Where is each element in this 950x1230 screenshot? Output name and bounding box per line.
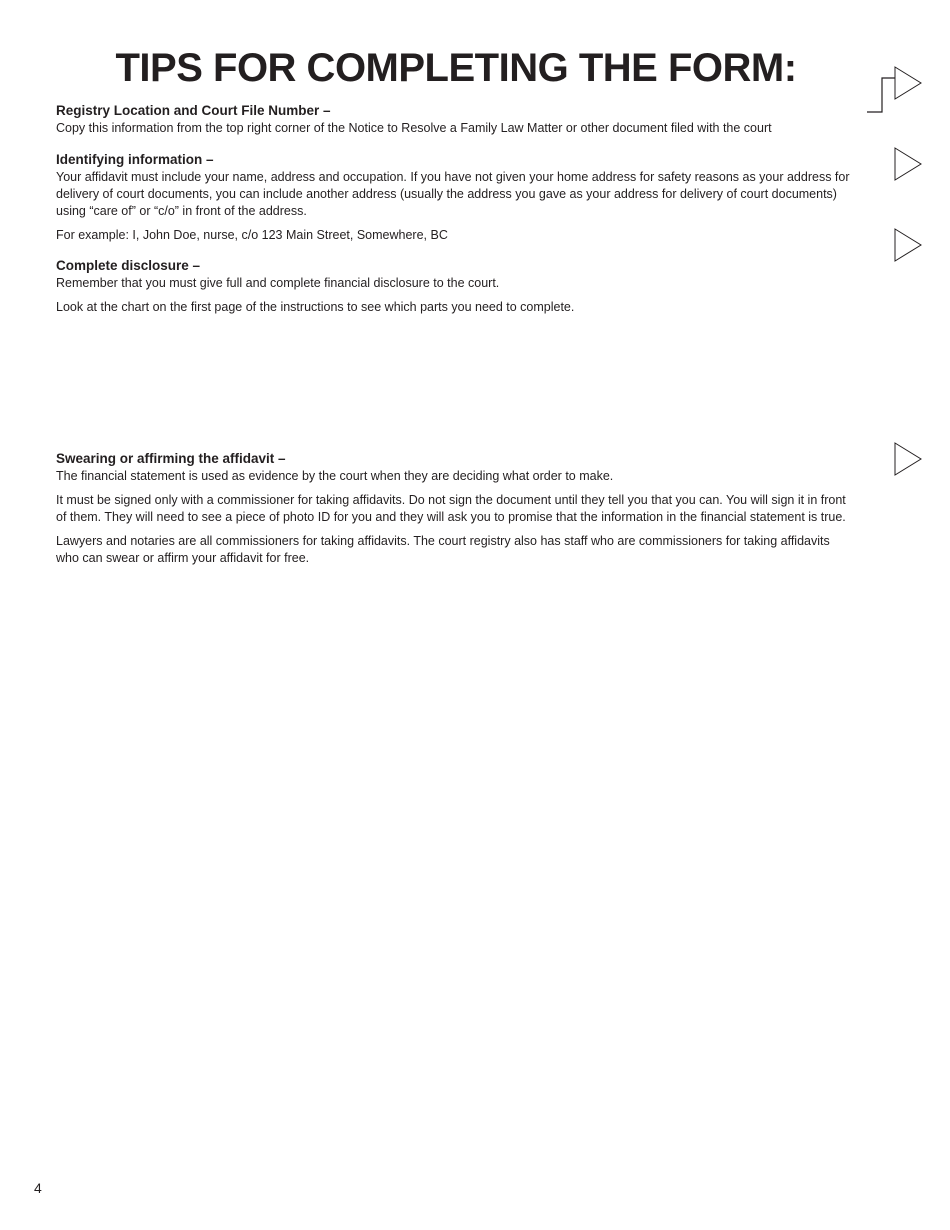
- section-heading: Identifying information –: [56, 152, 214, 167]
- page-title: TIPS FOR COMPLETING THE FORM:: [115, 46, 797, 90]
- margin-markers: [0, 0, 950, 500]
- section-paragraph: Remember that you must give full and complete financial disclosure to the court.: [56, 276, 500, 290]
- triangle-arrow-icon: [895, 443, 921, 475]
- section-heading: Registry Location and Court File Number –: [56, 103, 331, 118]
- triangle-arrow-icon: [895, 148, 921, 180]
- bracket-line-icon: [867, 78, 895, 112]
- section-paragraph: For example: I, John Doe, nurse, c/o 123 Main Street, Somewhere, BC: [56, 228, 448, 242]
- section-paragraph: It must be signed only with a commissioner for taking affidavits. Do not sign the document until they tell you that you can. You will sign it in front of them. They will need to see a piece of photo ID for you and they will ask you to promise that the information in the financial statement is true.: [56, 493, 846, 524]
- section-heading: Complete disclosure –: [56, 258, 201, 273]
- triangle-arrow-icon: [895, 229, 921, 261]
- section-paragraph: Your affidavit must include your name, address and occupation. If you have not given your home address for safety reasons as your address for delivery of court documents, you can include another address (usually the address you gave as your address for delivery of court documents) using “care of” or “c/o” in front of the address.: [56, 170, 850, 218]
- section-paragraph: Lawyers and notaries are all commissioners for taking affidavits. The court registry also has staff who are commissioners for taking affidavits who can swear or affirm your affidavit for free.: [56, 534, 830, 565]
- section-heading: Swearing or affirming the affidavit –: [56, 451, 286, 466]
- page-number: 4: [34, 1180, 42, 1196]
- section-paragraph: Look at the chart on the first page of the instructions to see which parts you need to complete.: [56, 300, 575, 314]
- triangle-arrow-icon: [895, 67, 921, 99]
- section-paragraph: Copy this information from the top right corner of the Notice to Resolve a Family Law Matter or other document filed with the court: [56, 121, 772, 135]
- section-paragraph: The financial statement is used as evidence by the court when they are deciding what order to make.: [56, 469, 614, 483]
